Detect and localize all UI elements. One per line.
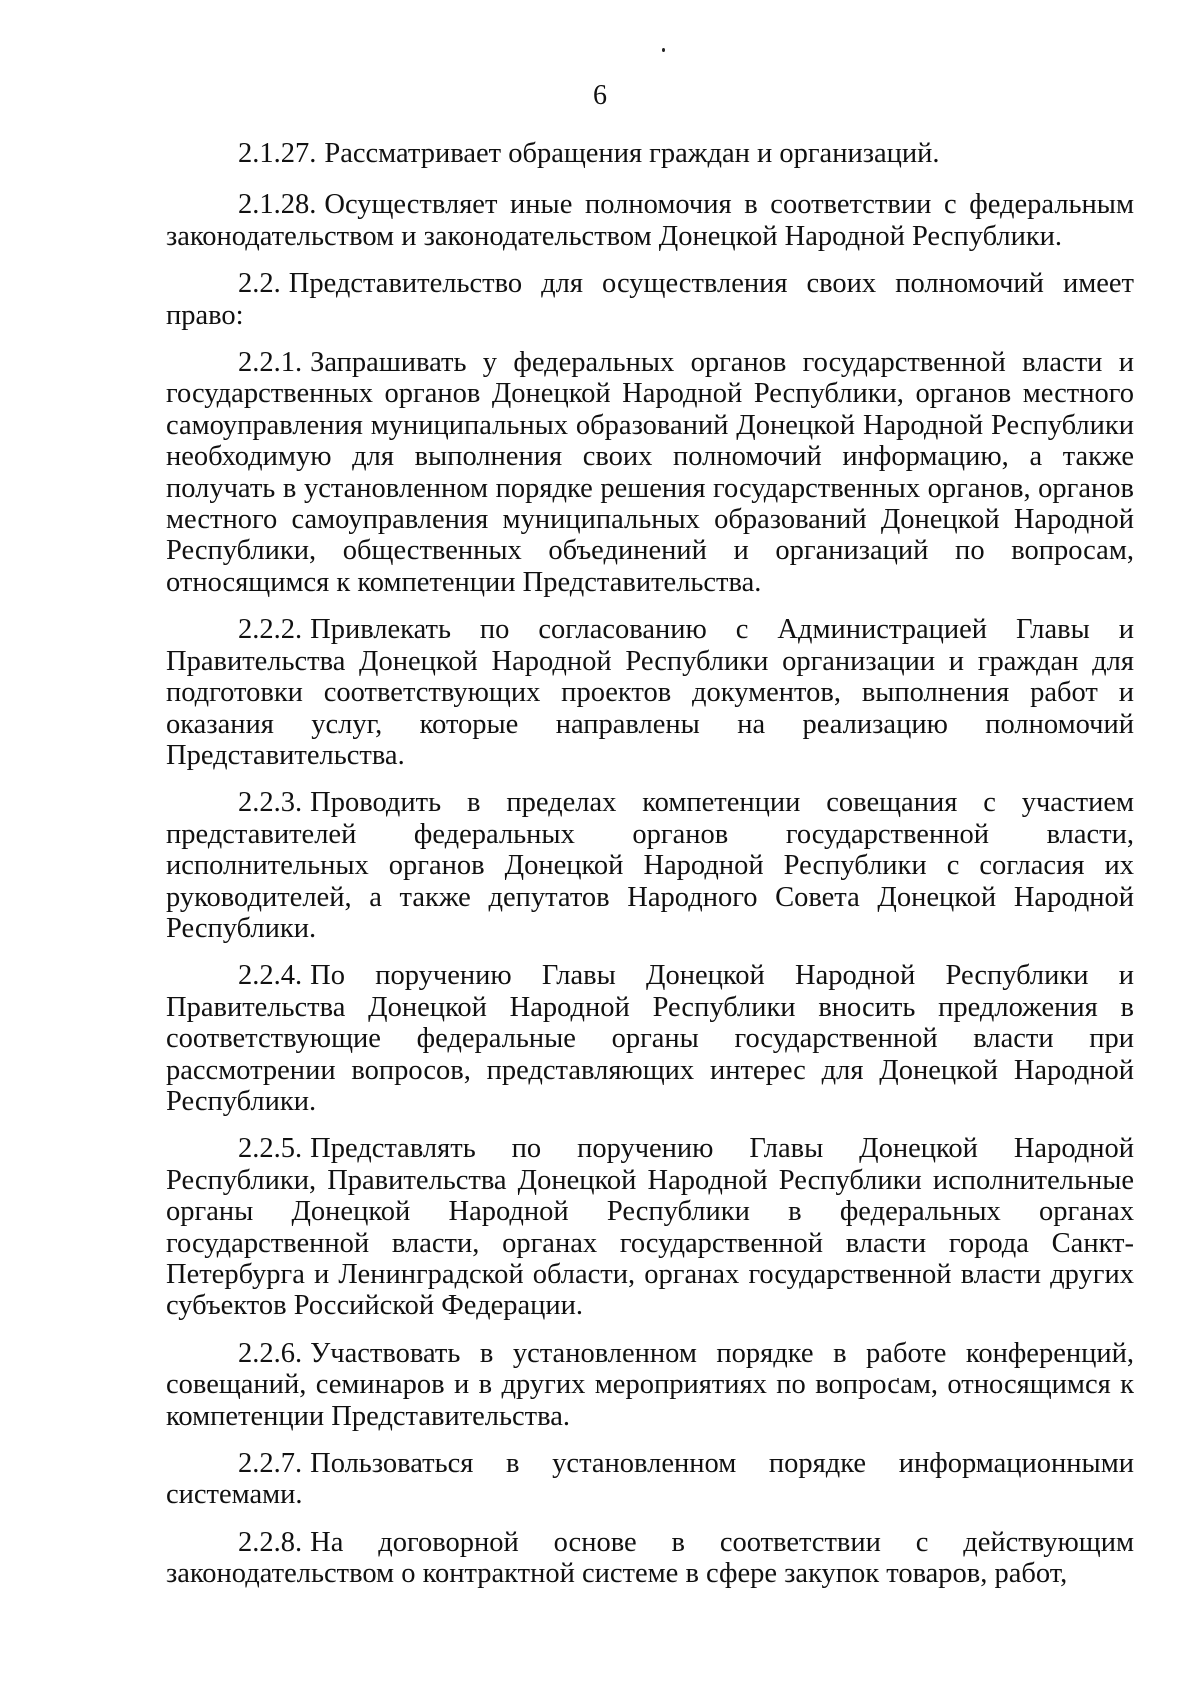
clause-number: 2.2.5. (238, 1133, 303, 1165)
clause-number: 2.1.28. (238, 189, 317, 221)
paragraph (166, 1527, 1134, 1590)
page-number: 6 (593, 80, 607, 111)
clause-text: Осуществляет иные полномочия в соответствии с федеральным законодательством и законодательством Донецкой Народной Республики. (166, 189, 1134, 252)
scan-speck (662, 48, 665, 52)
clause-number: 2.2.8. (238, 1526, 303, 1558)
clause-text: Проводить в пределах компетенции совещания с участием представителей федеральных органов государственной власти, исполнительных органов Донецкой Народной Республики с согласия их руководителей, а также депутатов Народного Совета Донецкой Народной Республики. (166, 787, 1134, 944)
clause-text: Рассматривает обращения граждан и организаций. (324, 138, 940, 169)
clause-number: 2.1.27. (238, 138, 317, 169)
paragraph (166, 268, 1134, 331)
clause-text: Представительство для осуществления своих полномочий имеет право: (166, 268, 1134, 331)
clause-text: Участвовать в установленном порядке в работе конференций, совещаний, семинаров и в других мероприятиях по вопросам, относящимся к компетенции Представительства. (166, 1337, 1134, 1432)
document-body (166, 138, 1134, 1590)
clause-number: 2.2.4. (238, 960, 303, 992)
clause-text: Представлять по поручению Главы Донецкой Народной Республики, Правительства Донецкой Народной Республики исполнительные органы Донецкой Народной Республики в федеральных органах государственной власти, органах государственной власти города Санкт-Петербурга и Ленинградской области, органах государственной власти других субъектов Российской Федерации. (166, 1133, 1134, 1322)
clause-text: Пользоваться в установленном порядке информационными системами. (166, 1448, 1134, 1511)
paragraph (166, 614, 1134, 771)
clause-number: 2.2.2. (238, 614, 303, 646)
paragraph (166, 787, 1134, 944)
paragraph (166, 138, 1134, 169)
paragraph (166, 347, 1134, 598)
clause-text: Привлекать по согласованию с Администрацией Главы и Правительства Донецкой Народной Республики организации и граждан для подготовки соответствующих проектов документов, выполнения работ и оказания услуг, которые направлены на реализацию полномочий Представительства. (166, 614, 1134, 771)
paragraph (166, 189, 1134, 252)
clause-text: По поручению Главы Донецкой Народной Республики и Правительства Донецкой Народной Республики вносить предложения в соответствующие федеральные органы государственной власти при рассмотрении вопросов, представляющих интерес для Донецкой Народной Республики. (166, 960, 1134, 1117)
clause-number: 2.2.3. (238, 787, 303, 819)
paragraph (166, 1448, 1134, 1511)
clause-number: 2.2. (238, 268, 281, 300)
clause-number: 2.2.6. (238, 1337, 303, 1369)
clause-text: Запрашивать у федеральных органов государственной власти и государственных органов Донецкой Народной Республики, органов местного самоуправления муниципальных образований Донецкой Народной Республики необходимую для выполнения своих полномочий информацию, а также получать в установленном порядке решения государственных органов, органов местного самоуправления муниципальных образований Донецкой Народной Республики, общественных объединений и организаций по вопросам, относящимся к компетенции Представительства. (166, 347, 1134, 598)
paragraph (166, 960, 1134, 1117)
clause-text: На договорной основе в соответствии с действующим законодательством о контрактной системе в сфере закупок товаров, работ, (166, 1526, 1134, 1590)
paragraph (166, 1338, 1134, 1432)
paragraph (166, 1133, 1134, 1321)
clause-number: 2.2.1. (238, 347, 303, 379)
clause-number: 2.2.7. (238, 1448, 303, 1480)
